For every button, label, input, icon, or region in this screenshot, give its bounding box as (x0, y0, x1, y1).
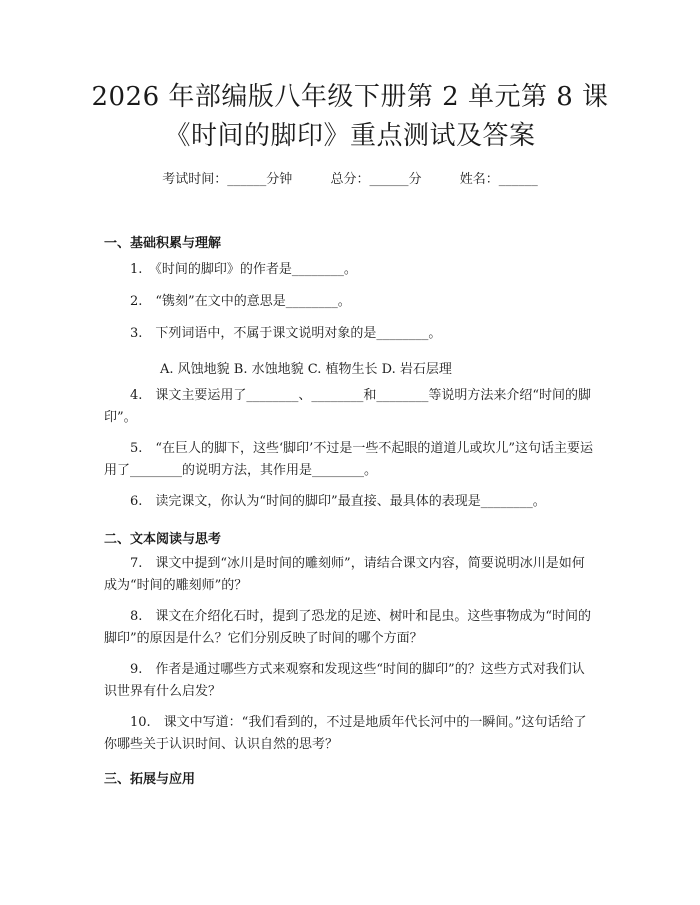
question-1: 1. 《时间的脚印》的作者是________。 (130, 262, 357, 277)
question-4: 4. 课文主要运用了________、________和________等说明方法来介绍“时间的脚印”。 (104, 388, 592, 425)
question-3: 3. 下列词语中，不属于课文说明对象的是________。 (130, 326, 442, 341)
student-name-field: 姓名：______ (459, 172, 538, 187)
exam-info (0, 168, 700, 187)
exam-time-field: 考试时间：______分钟 (162, 172, 293, 187)
question-6: 6. 读完课文，你认为“时间的脚印”最直接、最具体的表现是________。 (130, 494, 546, 509)
question-5: 5. “在巨人的脚下，这些‘脚印’不过是一些不起眼的道道儿或坎儿”这句话主要运用了________的说明方法，其作用是________。 (104, 441, 593, 478)
total-score-field: 总分：______分 (330, 172, 422, 187)
question-10: 10. 课文中写道：“我们看到的，不过是地质年代长河中的一瞬间。”这句话给了你哪些关于认识时间、认识自然的思考？ (104, 715, 587, 752)
section-heading-extension: 三、拓展与应用 (104, 772, 196, 787)
question-3-options: A. 风蚀地貌 B. 水蚀地貌 C. 植物生长 D. 岩石层理 (160, 362, 452, 377)
page-title-line1: 2026 年部编版八年级下册第 2 单元第 8 课 (91, 82, 609, 112)
question-7: 7. 课文中提到“冰川是时间的雕刻师”，请结合课文内容，简要说明冰川是如何成为“时间的雕刻师”的？ (104, 556, 585, 593)
section-heading-reading: 二、文本阅读与思考 (104, 532, 222, 547)
section-heading-basics: 一、基础积累与理解 (104, 236, 222, 251)
question-2: 2. “镌刻”在文中的意思是________。 (130, 294, 351, 309)
page-title-line2: 《时间的脚印》重点测试及答案 (164, 121, 536, 151)
question-9: 9. 作者是通过哪些方式来观察和发现这些“时间的脚印”的？这些方式对我们认识世界有什么启发？ (104, 662, 585, 699)
question-8: 8. 课文在介绍化石时，提到了恐龙的足迹、树叶和昆虫。这些事物成为“时间的脚印”的原因是什么？它们分别反映了时间的哪个方面？ (104, 609, 592, 646)
